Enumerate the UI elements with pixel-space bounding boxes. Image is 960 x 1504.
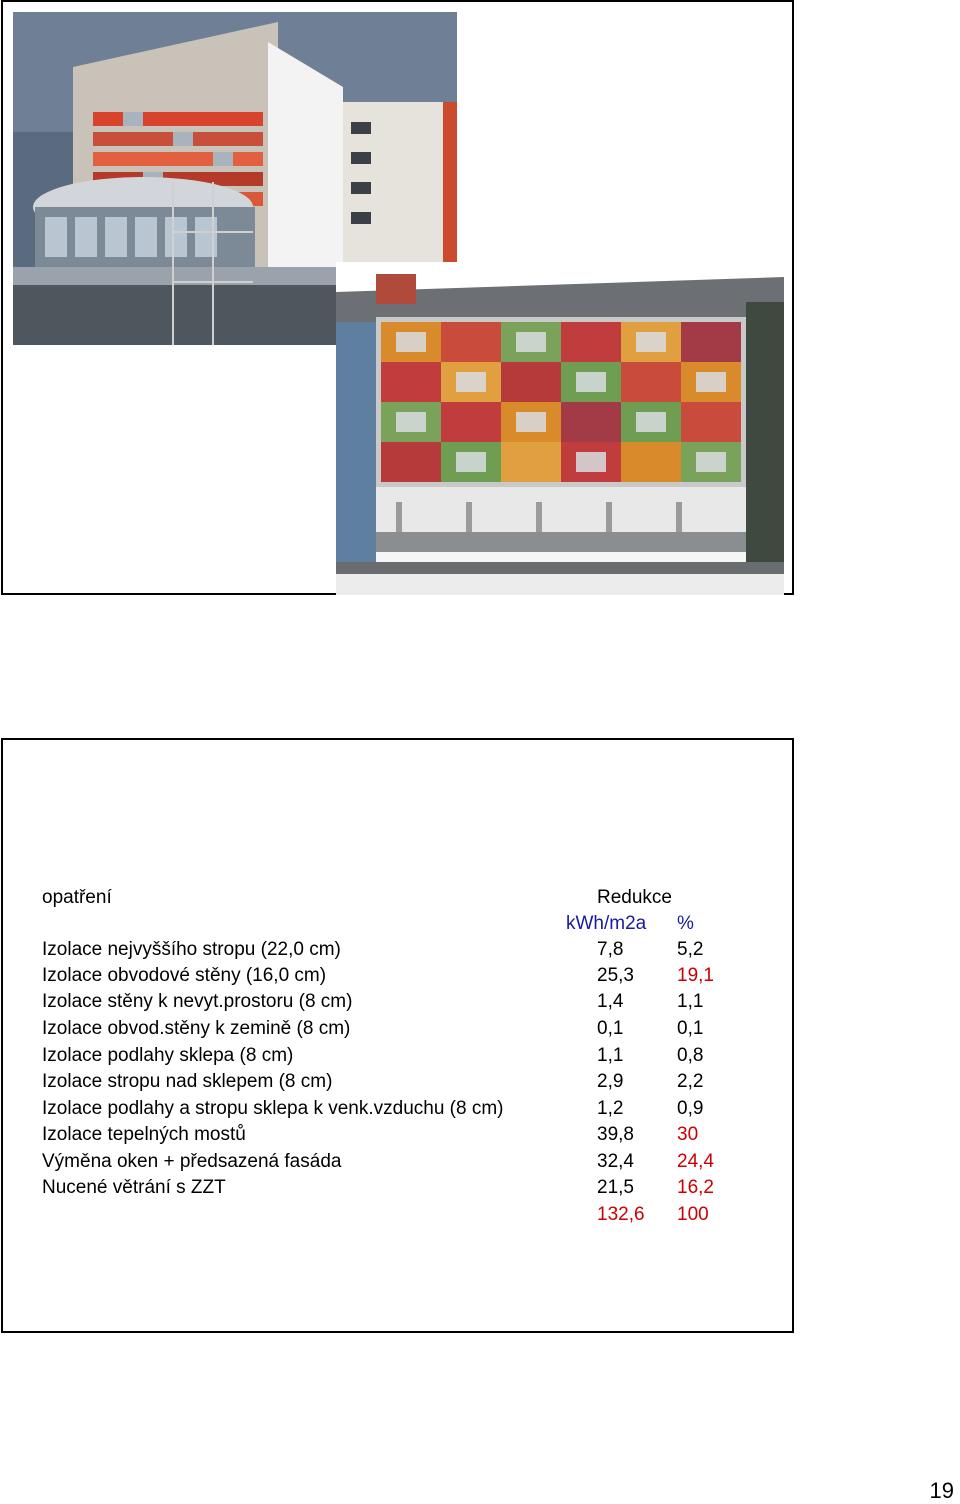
row-kwh: 7,8 — [597, 939, 624, 960]
row-kwh: 1,4 — [597, 991, 624, 1012]
table-row — [42, 1069, 762, 1095]
row-kwh: 2,9 — [597, 1071, 624, 1092]
row-pct: 2,2 — [677, 1071, 704, 1092]
row-pct: 5,2 — [677, 939, 704, 960]
header-measure: opatření — [42, 887, 112, 908]
row-label: Izolace obvodové stěny (16,0 cm) — [42, 965, 327, 986]
row-label: Výměna oken + předsazená fasáda — [42, 1151, 342, 1172]
total-kwh: 132,6 — [597, 1204, 645, 1225]
row-kwh: 32,4 — [597, 1151, 634, 1172]
row-kwh: 0,1 — [597, 1018, 624, 1039]
row-label: Izolace tepelných mostů — [42, 1124, 246, 1145]
table-row — [42, 1149, 762, 1175]
row-kwh: 21,5 — [597, 1177, 634, 1198]
table-row — [42, 1043, 762, 1069]
page-number: 19 — [929, 1478, 954, 1503]
row-label: Izolace obvod.stěny k zemině (8 cm) — [42, 1018, 351, 1039]
row-pct: 0,1 — [677, 1018, 704, 1039]
table-row — [42, 963, 762, 989]
building-photo-2-image — [336, 262, 784, 595]
row-pct: 19,1 — [677, 965, 714, 986]
table-row — [42, 1016, 762, 1042]
row-pct: 30 — [677, 1124, 699, 1145]
row-kwh: 1,2 — [597, 1098, 624, 1119]
row-pct: 0,9 — [677, 1098, 704, 1119]
table-row — [42, 937, 762, 963]
slide-photos — [1, 0, 794, 595]
table-row — [42, 1122, 762, 1148]
header-unit-pct: % — [677, 913, 694, 934]
row-pct: 0,8 — [677, 1045, 704, 1066]
row-label: Izolace podlahy sklepa (8 cm) — [42, 1045, 294, 1066]
row-kwh: 1,1 — [597, 1045, 624, 1066]
row-label: Izolace nejvyššího stropu (22,0 cm) — [42, 939, 341, 960]
row-pct: 16,2 — [677, 1177, 714, 1198]
table-row — [42, 1096, 762, 1122]
building-photo-2 — [336, 262, 784, 595]
row-label: Nucené větrání s ZZT — [42, 1177, 226, 1198]
table-row — [42, 1175, 762, 1201]
row-label: Izolace stropu nad sklepem (8 cm) — [42, 1071, 333, 1092]
row-pct: 1,1 — [677, 991, 704, 1012]
row-kwh: 39,8 — [597, 1124, 634, 1145]
row-label: Izolace podlahy a stropu sklepa k venk.vzduchu (8 cm) — [42, 1098, 504, 1119]
header-unit-kwh: kWh/m2a — [566, 913, 647, 934]
header-reduction: Redukce — [597, 887, 672, 908]
table-total-row — [42, 1202, 762, 1228]
row-pct: 24,4 — [677, 1151, 714, 1172]
table-row — [42, 989, 762, 1015]
row-label: Izolace stěny k nevyt.prostoru (8 cm) — [42, 991, 353, 1012]
total-pct: 100 — [677, 1204, 709, 1225]
row-kwh: 25,3 — [597, 965, 634, 986]
